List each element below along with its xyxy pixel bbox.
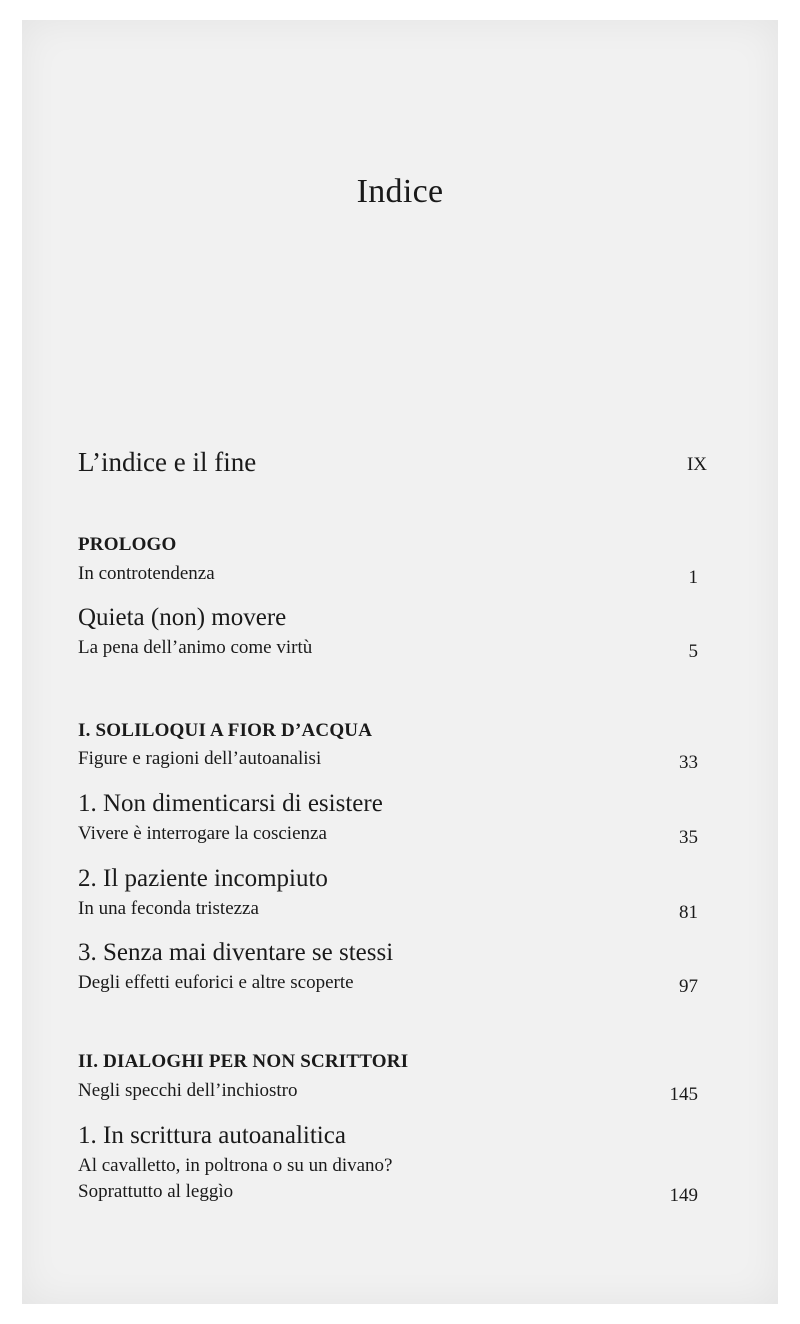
toc-chapter-title: Quieta (non) movere <box>78 604 287 631</box>
toc-chapter-subtitle: Al cavalletto, in poltrona o su un divano? <box>78 1155 393 1176</box>
toc-chapter-subtitle: La pena dell’animo come virtù <box>78 637 313 658</box>
toc-page-number: 35 <box>679 827 698 848</box>
toc-intro-page: IX <box>686 454 707 475</box>
toc-part-heading: I. SOLILOQUI A FIOR D’ACQUA <box>78 720 373 741</box>
toc-page-number: 5 <box>688 641 698 662</box>
toc-page-number: 33 <box>679 752 698 773</box>
toc-chapter-title: 2. Il paziente incompiuto <box>78 865 328 892</box>
toc-part-subtitle: Figure e ragioni dell’autoanalisi <box>78 748 322 769</box>
toc-page-number: 97 <box>679 976 698 997</box>
toc-page-number: 149 <box>669 1185 698 1206</box>
toc-section-heading: PROLOGO <box>78 534 177 555</box>
toc-chapter-subtitle: Soprattutto al leggìo <box>78 1181 234 1202</box>
toc-page-number: 1 <box>688 567 698 588</box>
toc-chapter-subtitle: In una feconda tristezza <box>78 898 259 919</box>
toc-chapter-title: 1. Non dimenticarsi di esistere <box>78 790 383 817</box>
toc-part-subtitle: Negli specchi dell’inchiostro <box>78 1080 298 1101</box>
book-page <box>22 20 778 1304</box>
toc-part-heading: II. DIALOGHI PER NON SCRITTORI <box>78 1051 409 1072</box>
toc-intro-title: L’indice e il fine <box>78 447 257 477</box>
toc-section-subtitle: In controtendenza <box>78 563 215 584</box>
toc-chapter-title: 3. Senza mai diventare se stessi <box>78 939 394 966</box>
toc-chapter-subtitle: Vivere è interrogare la coscienza <box>78 823 327 844</box>
page-title: Indice <box>356 173 444 210</box>
toc-chapter-title: 1. In scrittura autoanalitica <box>78 1122 346 1149</box>
toc-chapter-subtitle: Degli effetti euforici e altre scoperte <box>78 972 354 993</box>
toc-page-number: 81 <box>679 902 698 923</box>
toc-page-number: 145 <box>669 1084 698 1105</box>
